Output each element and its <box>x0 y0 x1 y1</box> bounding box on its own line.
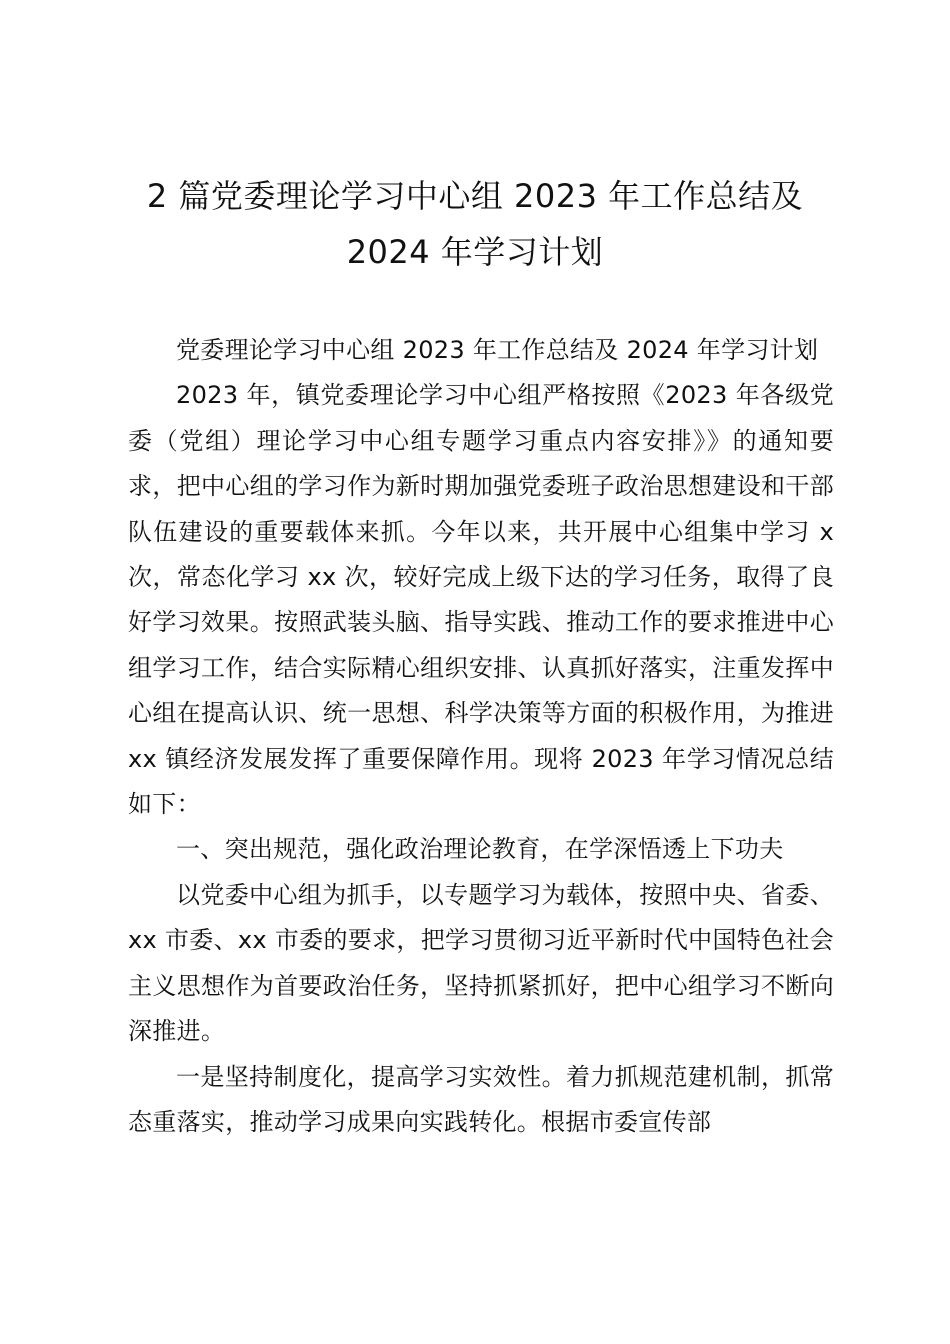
intro-paragraph: 2023 年，镇党委理论学习中心组严格按照《2023 年各级党委（党组）理论学习中心组专题学习重点内容安排》》的通知要求，把中心组的学习作为新时期加强党委班子政治思想建设和干部队伍建设的重要载体来抓。今年以来，共开展中心组集中学习 x 次，常态化学习 xx 次，较好完成上级下达的学习任务，取得了良好学习效果。按照武装头脑、指导实践、推动工作的要求推进中心组学习工作，结合实际精心组织安排、认真抓好落实，注重发挥中心组在提高认识、统一思想、科学决策等方面的积极作用，为推进 xx 镇经济发展发挥了重要保障作用。现将 2023 年学习情况总结如下： <box>128 381 834 819</box>
section-heading-1: 一、突出规范，强化政治理论教育，在学深悟透上下功夫 <box>176 835 784 864</box>
title-line-2: 2024 年学习计划 <box>346 233 604 271</box>
document-title <box>100 168 850 280</box>
document-body <box>128 328 834 1145</box>
point-paragraph-1: 一是坚持制度化，提高学习实效性。着力抓规范建机制，抓常态重落实，推动学习成果向实践转化。根据市委宣传部 <box>128 1062 834 1136</box>
section-paragraph-1: 以党委中心组为抓手，以专题学习为载体，按照中央、省委、xx 市委、xx 市委的要求，把学习贯彻习近平新时代中国特色社会主义思想作为首要政治任务，坚持抓紧抓好，把中心组学习不断向深推进。 <box>128 880 834 1046</box>
subtitle-paragraph: 党委理论学习中心组 2023 年工作总结及 2024 年学习计划 <box>176 336 819 364</box>
title-line-1: 2 篇党委理论学习中心组 2023 年工作总结及 <box>146 177 804 215</box>
